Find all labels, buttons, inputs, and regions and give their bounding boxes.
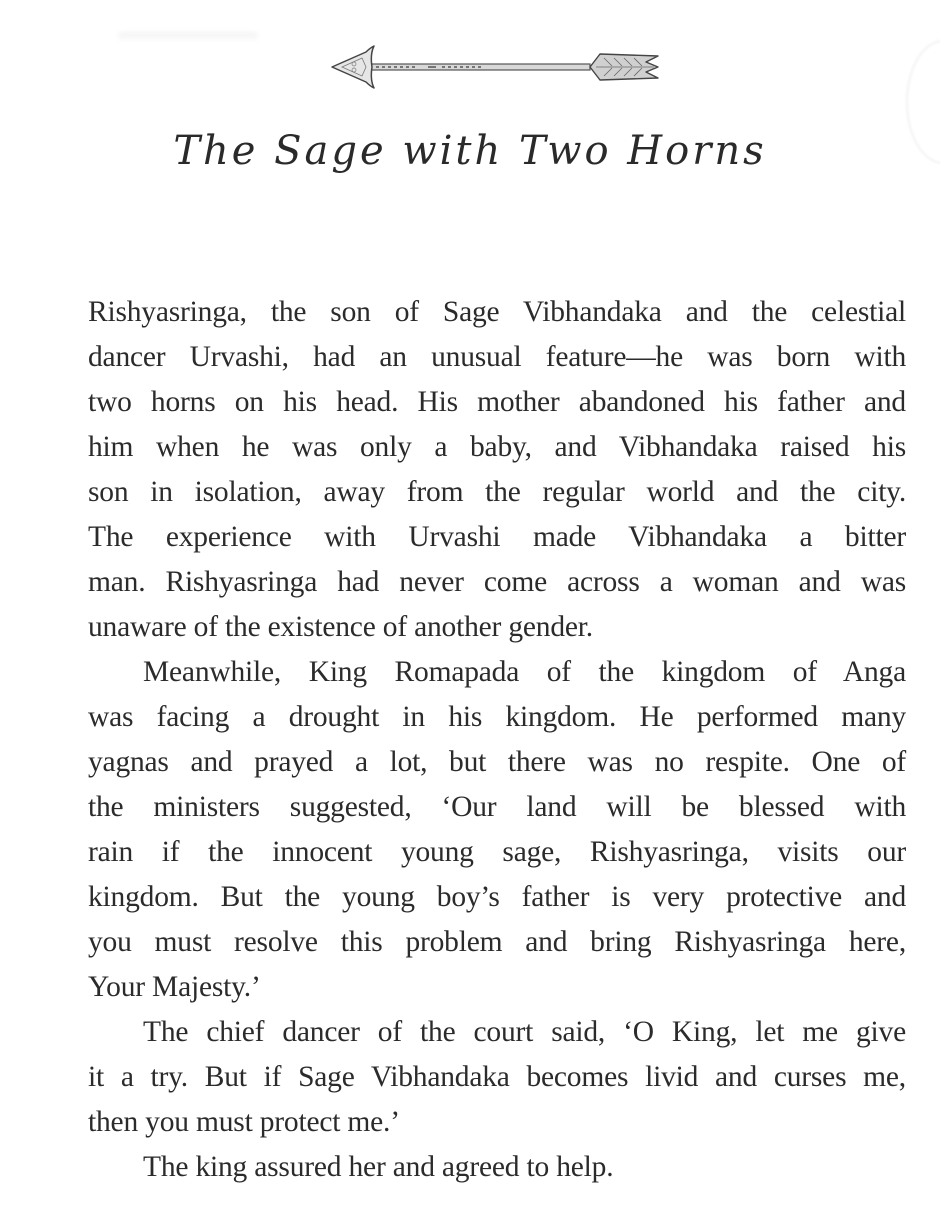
text-line: yagnas and prayed a lot, but there was no respite. One of bbox=[88, 746, 906, 778]
text-line: was facing a drought in his kingdom. He performed many bbox=[88, 701, 906, 733]
text-line: kingdom. But the young boy’s father is very protective and bbox=[88, 881, 906, 913]
text-line: then you must protect me.’ bbox=[88, 1106, 400, 1138]
paragraph bbox=[88, 1010, 906, 1145]
arrow-ornament-icon bbox=[328, 42, 664, 92]
text-line: Rishyasringa, the son of Sage Vibhandaka and the celestial bbox=[88, 296, 906, 328]
text-line: you must resolve this problem and bring Rishyasringa here, bbox=[88, 926, 906, 958]
chapter-title: The Sage with Two Horns bbox=[173, 128, 767, 174]
text-line: The king assured her and agreed to help. bbox=[143, 1151, 614, 1183]
paragraph bbox=[88, 1145, 906, 1190]
text-line: man. Rishyasringa had never come across a woman and was bbox=[88, 566, 906, 598]
text-line: two horns on his head. His mother abandoned his father and bbox=[88, 386, 906, 418]
chapter-body bbox=[88, 290, 906, 1190]
scan-shadow bbox=[118, 32, 258, 42]
text-line: Meanwhile, King Romapada of the kingdom of Anga bbox=[143, 656, 906, 688]
text-line: rain if the innocent young sage, Rishyasringa, visits our bbox=[88, 836, 906, 868]
text-line: unaware of the existence of another gender. bbox=[88, 611, 593, 643]
text-line: The chief dancer of the court said, ‘O King, let me give bbox=[143, 1016, 906, 1048]
paragraph bbox=[88, 290, 906, 650]
text-line: The experience with Urvashi made Vibhandaka a bitter bbox=[88, 521, 906, 553]
text-line: dancer Urvashi, had an unusual feature—he was born with bbox=[88, 341, 906, 373]
text-line: son in isolation, away from the regular world and the city. bbox=[88, 476, 906, 508]
text-line: Your Majesty.’ bbox=[88, 971, 261, 1003]
text-line: him when he was only a baby, and Vibhandaka raised his bbox=[88, 431, 906, 463]
paragraph bbox=[88, 650, 906, 1010]
text-line: it a try. But if Sage Vibhandaka becomes livid and curses me, bbox=[88, 1061, 906, 1093]
text-line: the ministers suggested, ‘Our land will be blessed with bbox=[88, 791, 906, 823]
